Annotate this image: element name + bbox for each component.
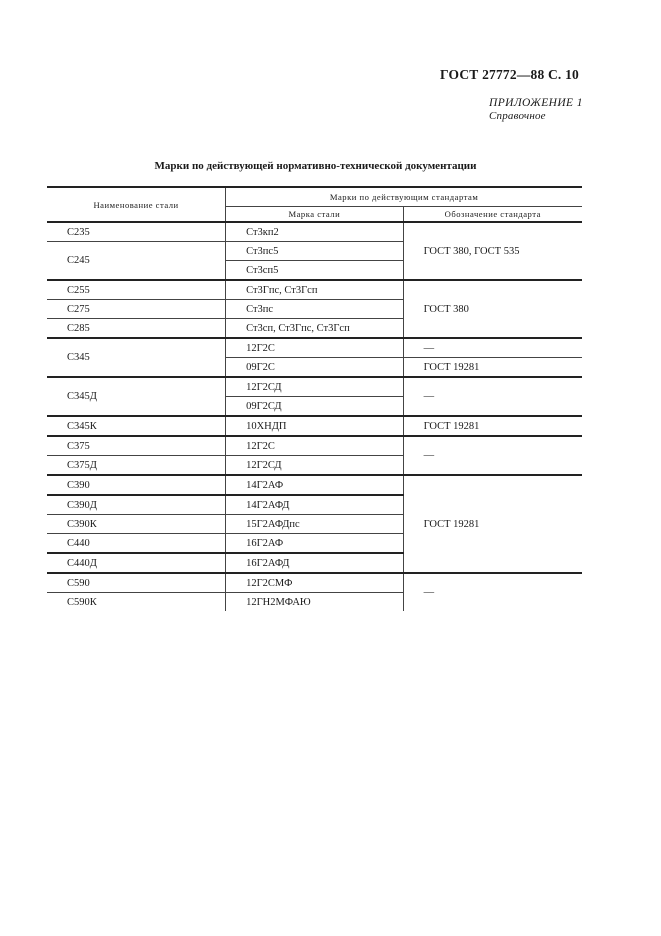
standard: ГОСТ 380 [403, 280, 582, 338]
steel-name: С375Д [47, 456, 226, 476]
steel-name: С440Д [47, 553, 226, 573]
standard: ГОСТ 19281 [403, 416, 582, 436]
steel-grade: 09Г2С [226, 358, 403, 378]
steel-grade: Ст3Гпс, Ст3Гсп [226, 280, 403, 300]
table-row [47, 377, 582, 397]
table-row [47, 222, 582, 242]
steel-name: С375 [47, 436, 226, 456]
appendix-type: Справочное [489, 110, 546, 122]
steel-name: С590К [47, 593, 226, 612]
steel-grade: 14Г2АФ [226, 475, 403, 495]
standard: ГОСТ 19281 [403, 358, 582, 378]
steel-grade: 10ХНДП [226, 416, 403, 436]
page-header: ГОСТ 27772—88 С. 10 [440, 67, 579, 82]
standard: ГОСТ 380, ГОСТ 535 [403, 222, 582, 280]
table-header-row [47, 187, 582, 207]
table-row [47, 573, 582, 593]
steel-name: С440 [47, 534, 226, 554]
steel-name: С285 [47, 319, 226, 339]
steel-grade: Ст3кп2 [226, 222, 403, 242]
steel-grade: Ст3сп, Ст3Гпс, Ст3Гсп [226, 319, 403, 339]
standard: — [403, 436, 582, 475]
table-row [47, 338, 582, 358]
steel-grades-table [47, 186, 582, 611]
standard: — [403, 338, 582, 358]
steel-name: С345К [47, 416, 226, 436]
steel-grade: 12Г2СД [226, 377, 403, 397]
steel-name: С390К [47, 515, 226, 534]
steel-grade: 12Г2С [226, 436, 403, 456]
steel-name: С235 [47, 222, 226, 242]
table-row [47, 436, 582, 456]
appendix-label: ПРИЛОЖЕНИЕ 1 [489, 97, 583, 109]
steel-grade: 14Г2АФД [226, 495, 403, 515]
steel-grade: Ст3пс [226, 300, 403, 319]
standard: — [403, 573, 582, 611]
steel-grade: 16Г2АФД [226, 553, 403, 573]
steel-grade: 12Г2СМФ [226, 573, 403, 593]
col-header-grade: Марка стали [226, 207, 403, 223]
steel-name: С345Д [47, 377, 226, 416]
col-header-group: Марки по действующим стандартам [226, 187, 582, 207]
table-row [47, 475, 582, 495]
table-row [47, 280, 582, 300]
steel-grade: 15Г2АФДпс [226, 515, 403, 534]
standard: ГОСТ 19281 [403, 475, 582, 573]
steel-name: С390Д [47, 495, 226, 515]
steel-name: С275 [47, 300, 226, 319]
steel-name: С255 [47, 280, 226, 300]
table-row [47, 416, 582, 436]
steel-grade: Ст3сп5 [226, 261, 403, 281]
table-title: Марки по действующей нормативно-технической документации [154, 160, 477, 172]
steel-name: С590 [47, 573, 226, 593]
appendix-block [489, 97, 583, 123]
steel-grade: 12Г2СД [226, 456, 403, 476]
standard: — [403, 377, 582, 416]
steel-name: С345 [47, 338, 226, 377]
steel-grade: 12Г2С [226, 338, 403, 358]
steel-name: С390 [47, 475, 226, 495]
col-header-standard: Обозначение стандарта [403, 207, 582, 223]
steel-grade: 12ГН2МФАЮ [226, 593, 403, 612]
steel-name: С245 [47, 242, 226, 281]
steel-grade: 16Г2АФ [226, 534, 403, 554]
steel-grade: 09Г2СД [226, 397, 403, 417]
col-header-name: Наименование стали [47, 187, 226, 222]
steel-grade: Ст3пс5 [226, 242, 403, 261]
